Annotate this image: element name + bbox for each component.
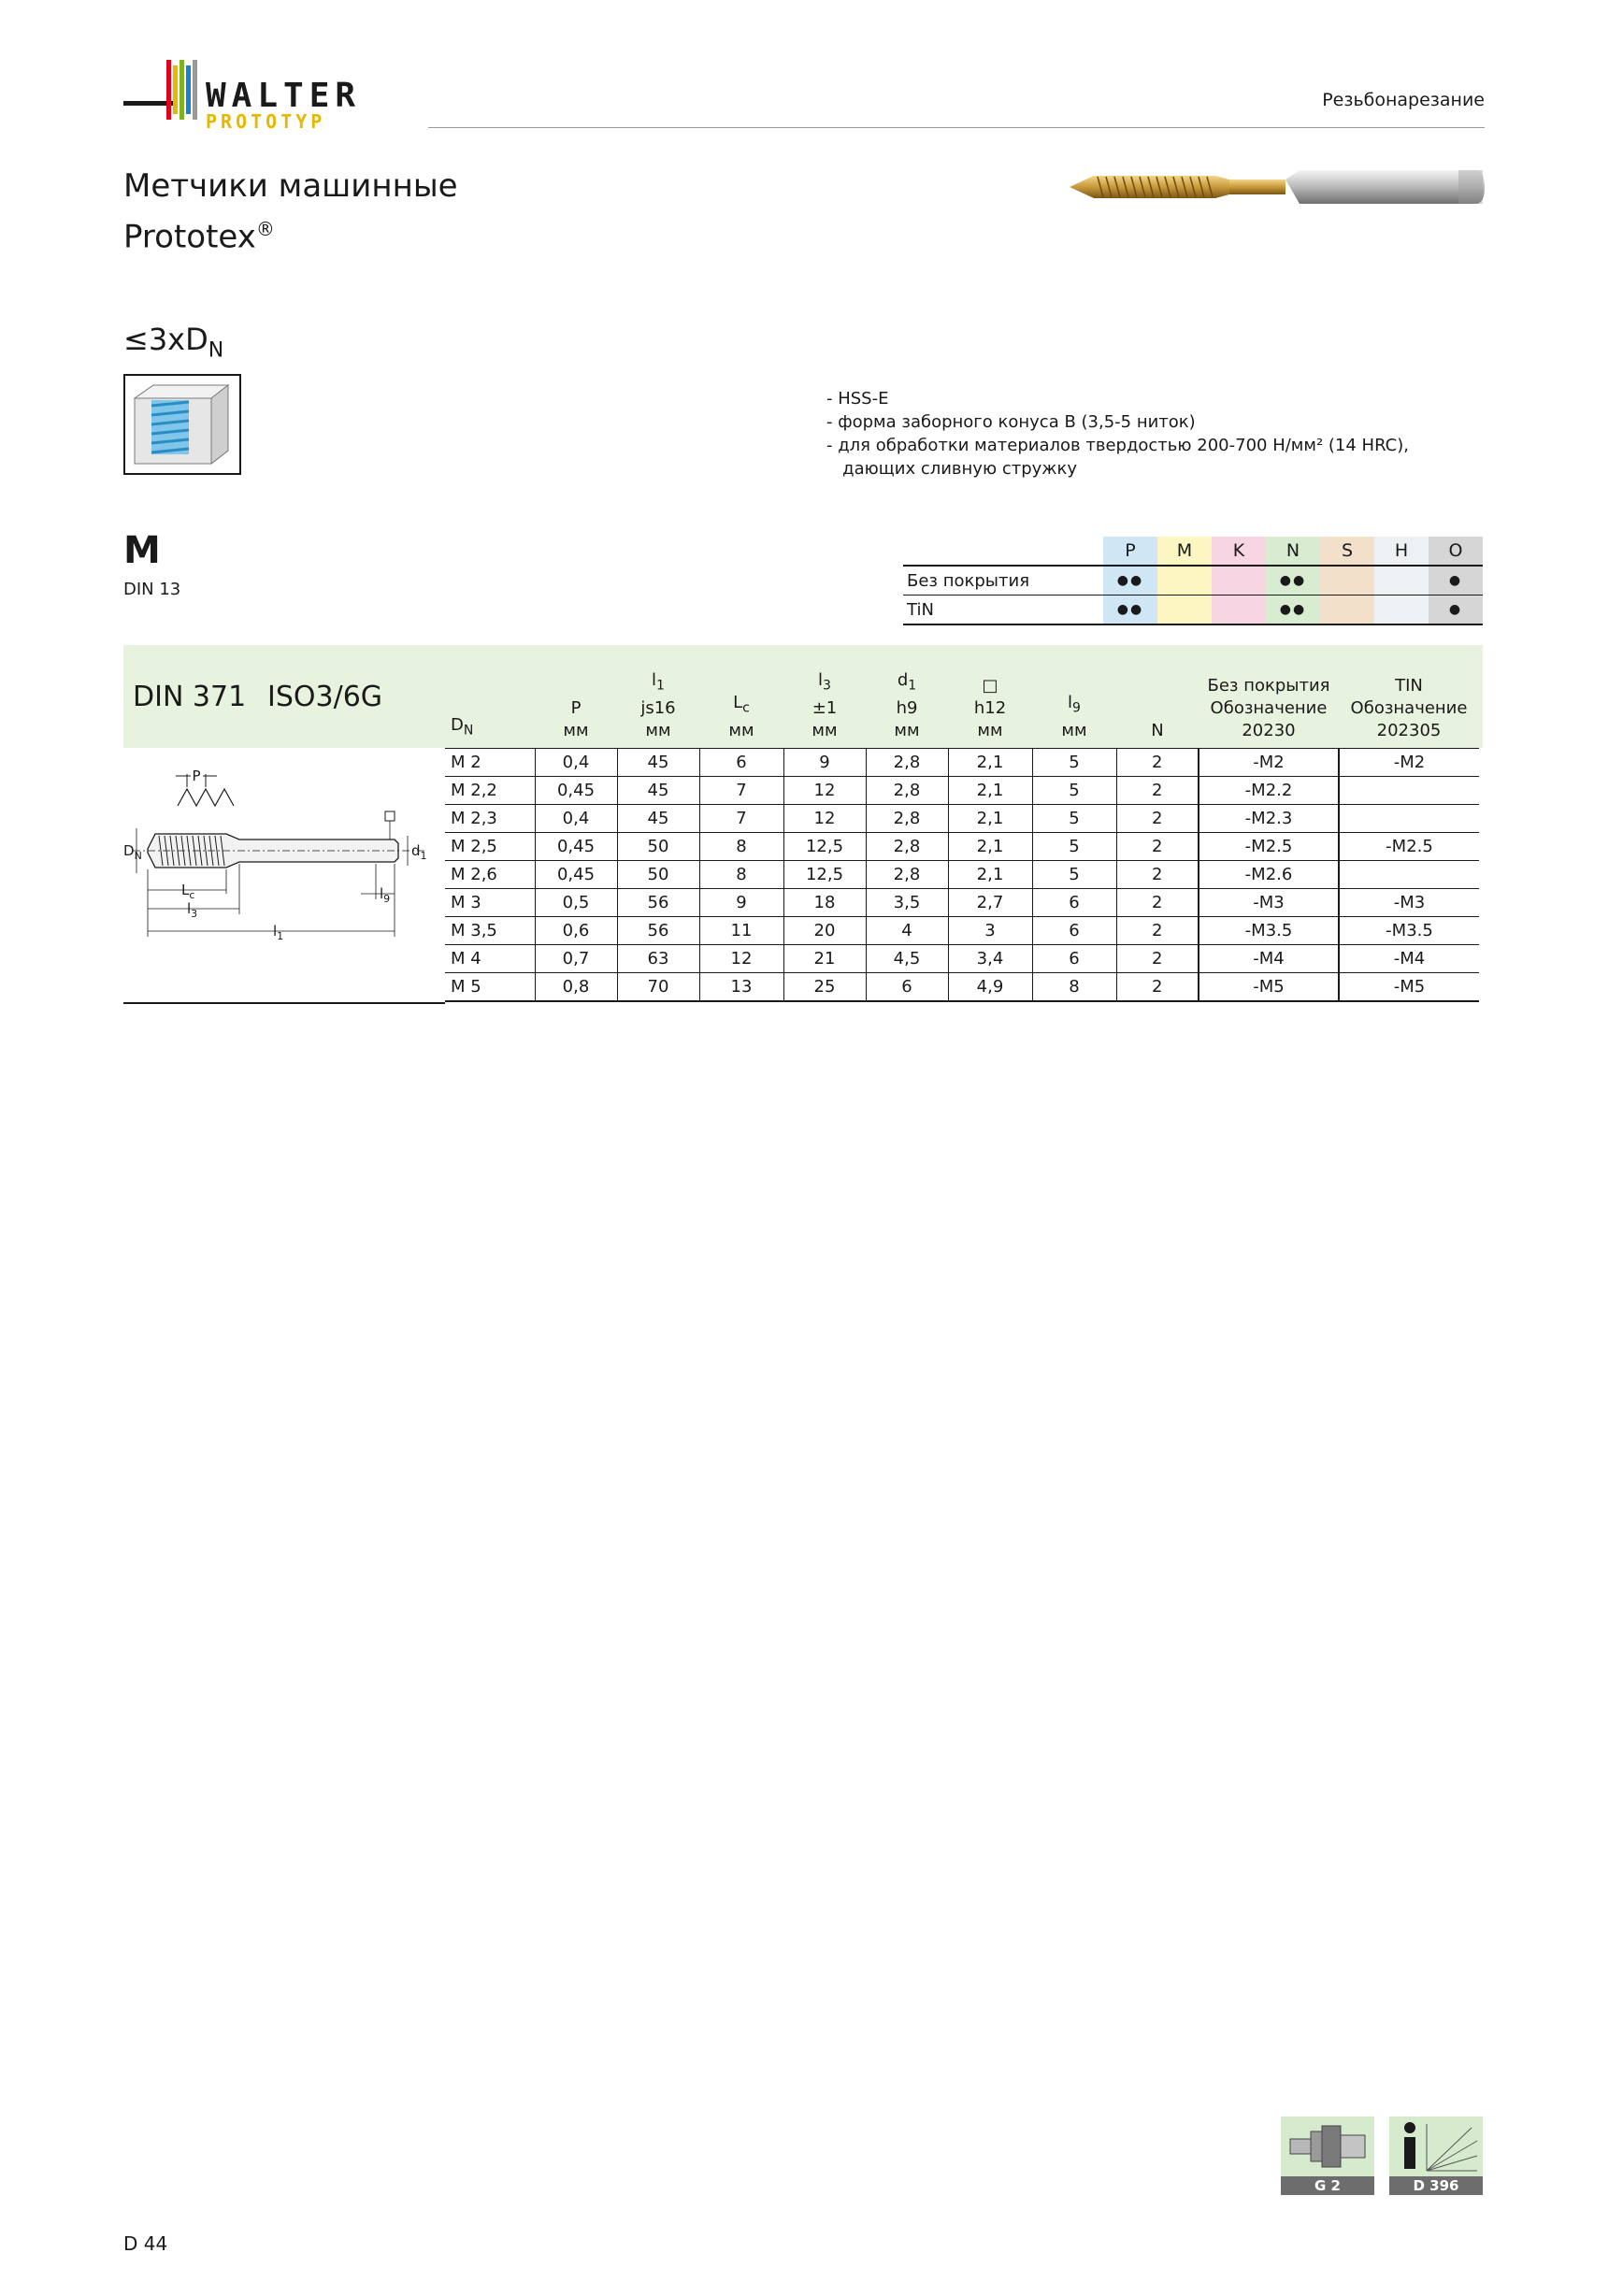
table-cell: 9	[783, 749, 866, 777]
table-cell: 3,5	[866, 889, 948, 917]
suitability-mark: ●	[1429, 596, 1483, 625]
table-cell: 20	[783, 917, 866, 945]
coating-label: Без покрытия	[903, 566, 1103, 596]
table-row	[445, 749, 1479, 777]
reference-g2[interactable]	[1281, 2117, 1374, 2193]
table-cell: -M2.2	[1199, 777, 1339, 805]
suitability-mark	[1212, 566, 1266, 596]
label-l1: $l_1$	[273, 923, 284, 940]
table-cell: -M4	[1339, 945, 1479, 973]
table-cell: -M2	[1339, 749, 1479, 777]
table-cell: -M2.5	[1199, 833, 1339, 861]
table-cell: 2,8	[866, 833, 948, 861]
table-cell: 2	[1116, 889, 1199, 917]
col-d1: $d_1$ h9 мм	[894, 670, 920, 740]
table-cell: 56	[617, 917, 699, 945]
info-chart-icon	[1389, 2117, 1483, 2176]
table-bottom-rule	[123, 1002, 445, 1004]
table-cell: 5	[1032, 805, 1116, 833]
table-cell: 7	[699, 805, 783, 833]
table-cell: 2,8	[866, 777, 948, 805]
logo-stripe	[193, 60, 197, 120]
title-line-1: Метчики машинные	[123, 167, 458, 205]
table-cell: 2	[1116, 833, 1199, 861]
table-cell: M 2,6	[445, 861, 535, 889]
table-cell: M 3	[445, 889, 535, 917]
table-cell: 13	[699, 973, 783, 1002]
table-cell: 0,4	[535, 805, 617, 833]
depth-indicator: $\le 3xD_N$	[123, 322, 224, 363]
table-cell	[1339, 861, 1479, 889]
table-cell: -M2.6	[1199, 861, 1339, 889]
logo-stripe	[186, 65, 191, 114]
table-standard: DIN 371	[133, 681, 247, 713]
material-group-n: N	[1266, 537, 1320, 566]
table-tolerance: ISO3/6G	[267, 681, 383, 713]
table-body	[445, 749, 1479, 1002]
table-cell: 2,1	[948, 749, 1032, 777]
table-cell: 0,7	[535, 945, 617, 973]
material-group-k: K	[1212, 537, 1266, 566]
table-cell: -M3	[1199, 889, 1339, 917]
page-title	[123, 165, 458, 258]
logo-stripe	[180, 60, 184, 120]
suitability-mark	[1320, 566, 1374, 596]
table-cell: 45	[617, 805, 699, 833]
table-cell: 8	[699, 833, 783, 861]
logo-stripes	[166, 60, 200, 120]
suitability-mark: ●	[1429, 566, 1483, 596]
table-cell: -M5	[1339, 973, 1479, 1002]
table-cell: -M2.3	[1199, 805, 1339, 833]
label-pitch: P	[192, 768, 201, 784]
col-square: □ h12 мм	[973, 676, 1007, 740]
table-cell: 5	[1032, 749, 1116, 777]
table-row	[445, 777, 1479, 805]
material-matrix	[903, 537, 1483, 625]
logo-stripe	[173, 65, 178, 114]
coating-row-uncoated	[903, 566, 1483, 596]
table-cell: 12,5	[783, 833, 866, 861]
suitability-mark	[1320, 596, 1374, 625]
table-header-row	[445, 645, 1479, 749]
label-l3: $l_3$	[187, 900, 198, 920]
table-cell: 6	[699, 749, 783, 777]
blind-hole-icon	[123, 374, 241, 475]
table-cell: 2,1	[948, 833, 1032, 861]
table-cell: 56	[617, 889, 699, 917]
thread-standard: DIN 13	[123, 580, 181, 599]
table-cell: 2,1	[948, 861, 1032, 889]
material-group-o: O	[1429, 537, 1483, 566]
table-cell: 5	[1032, 861, 1116, 889]
coating-label: TiN	[903, 596, 1103, 625]
reference-code: G 2	[1281, 2176, 1374, 2195]
title-line-2: Prototex®	[123, 218, 275, 256]
section-label: Резьбонарезание	[1322, 90, 1485, 110]
table-row	[445, 917, 1479, 945]
col-dn: $D_N$	[451, 715, 474, 739]
table-cell: 2	[1116, 973, 1199, 1002]
table-cell: 0,5	[535, 889, 617, 917]
tap-tool-image	[1066, 159, 1487, 215]
suitability-mark	[1212, 596, 1266, 625]
table-cell: -M5	[1199, 973, 1339, 1002]
matrix-corner	[903, 537, 1103, 566]
reference-d396[interactable]	[1389, 2117, 1483, 2193]
table-cell: M 2,5	[445, 833, 535, 861]
table-cell: M 2,3	[445, 805, 535, 833]
page-number: D 44	[123, 2232, 168, 2255]
feature-item: дающих сливную стружку	[826, 459, 1078, 479]
tap-dimension-table	[445, 645, 1479, 1002]
col-l3: $l_3$ ±1 мм	[812, 670, 838, 740]
material-group-p: P	[1103, 537, 1157, 566]
table-cell: 70	[617, 973, 699, 1002]
table-cell: 3	[948, 917, 1032, 945]
material-group-s: S	[1320, 537, 1374, 566]
feature-item: - для обработки материалов твердостью 200-700 Н/мм² (14 HRC),	[826, 436, 1409, 455]
table-cell: 12	[783, 805, 866, 833]
thread-type: M	[123, 529, 161, 572]
suitability-mark: ●●	[1103, 596, 1157, 625]
header-rule	[428, 127, 1485, 128]
table-cell: 21	[783, 945, 866, 973]
suitability-mark	[1374, 596, 1429, 625]
suitability-mark: ●●	[1103, 566, 1157, 596]
col-l9: $l_9$ мм	[1061, 693, 1087, 740]
table-cell: 12	[783, 777, 866, 805]
table-cell: 18	[783, 889, 866, 917]
table-cell	[1339, 777, 1479, 805]
col-lc: $L_c$ мм	[728, 693, 754, 740]
suitability-mark	[1157, 596, 1212, 625]
table-cell: 5	[1032, 833, 1116, 861]
table-cell: -M3.5	[1339, 917, 1479, 945]
table-cell: 45	[617, 777, 699, 805]
table-cell: -M3.5	[1199, 917, 1339, 945]
suitability-mark	[1374, 566, 1429, 596]
table-cell: 63	[617, 945, 699, 973]
table-cell: 6	[1032, 945, 1116, 973]
logo-stripe	[166, 60, 171, 120]
table-cell: 12	[699, 945, 783, 973]
reference-code: D 396	[1389, 2176, 1483, 2195]
label-lc: $L_c$	[181, 882, 195, 901]
table-cell: 2,1	[948, 805, 1032, 833]
label-l9: $l_9$	[380, 885, 391, 905]
table-cell: 2	[1116, 945, 1199, 973]
table-cell: 2	[1116, 805, 1199, 833]
table-cell: M 3,5	[445, 917, 535, 945]
table-row	[445, 945, 1479, 973]
table-cell: 5	[1032, 777, 1116, 805]
table-cell: 4,5	[866, 945, 948, 973]
suitability-mark	[1157, 566, 1212, 596]
table-cell: 11	[699, 917, 783, 945]
table-row	[445, 889, 1479, 917]
table-cell: 45	[617, 749, 699, 777]
feature-item: - форма заборного конуса B (3,5-5 ниток)	[826, 412, 1196, 432]
table-cell: 0,6	[535, 917, 617, 945]
table-cell: 0,45	[535, 861, 617, 889]
table-cell: 50	[617, 861, 699, 889]
logo-wordmark: WALTER	[206, 77, 362, 115]
table-cell: 6	[1032, 889, 1116, 917]
table-cell: 0,4	[535, 749, 617, 777]
suitability-mark: ●●	[1266, 596, 1320, 625]
table-cell: 4	[866, 917, 948, 945]
table-cell: 50	[617, 833, 699, 861]
table-cell: 2,8	[866, 861, 948, 889]
toolholder-icon	[1281, 2117, 1374, 2176]
table-cell: 25	[783, 973, 866, 1002]
col-tin: TIN Обозначение 202305	[1350, 676, 1468, 740]
table-cell: 2,8	[866, 805, 948, 833]
table-cell: -M2.5	[1339, 833, 1479, 861]
tap-dimension-drawing	[123, 753, 432, 940]
table-cell: M 5	[445, 973, 535, 1002]
table-cell: 9	[699, 889, 783, 917]
material-group-m: M	[1157, 537, 1212, 566]
feature-item: - HSS-E	[826, 389, 889, 409]
table-cell: 6	[1032, 917, 1116, 945]
feature-list	[826, 387, 1409, 481]
col-n: N	[1151, 721, 1164, 740]
material-header-row	[903, 537, 1483, 566]
suitability-mark: ●●	[1266, 566, 1320, 596]
table-cell: 12,5	[783, 861, 866, 889]
col-l1: $l_1$ js16 мм	[640, 670, 676, 740]
table-cell: 7	[699, 777, 783, 805]
table-cell: -M3	[1339, 889, 1479, 917]
table-cell: 2	[1116, 777, 1199, 805]
table-cell: 2,1	[948, 777, 1032, 805]
table-row	[445, 805, 1479, 833]
table-cell: -M4	[1199, 945, 1339, 973]
table-cell: 0,45	[535, 777, 617, 805]
table-cell: 4,9	[948, 973, 1032, 1002]
table-row	[445, 973, 1479, 1002]
table-cell: 8	[699, 861, 783, 889]
label-dn: $D_N$	[123, 842, 142, 862]
table-cell: 2,7	[948, 889, 1032, 917]
table-cell	[1339, 805, 1479, 833]
table-cell: M 2	[445, 749, 535, 777]
table-cell: 0,8	[535, 973, 617, 1002]
material-group-h: H	[1374, 537, 1429, 566]
table-cell: 0,45	[535, 833, 617, 861]
table-row	[445, 861, 1479, 889]
table-cell: 3,4	[948, 945, 1032, 973]
label-d1: $d_1$	[411, 842, 427, 862]
coating-row-tin	[903, 596, 1483, 625]
table-cell: 8	[1032, 973, 1116, 1002]
table-cell: M 4	[445, 945, 535, 973]
table-cell: 2	[1116, 861, 1199, 889]
table-cell: 2	[1116, 749, 1199, 777]
table-cell: -M2	[1199, 749, 1339, 777]
col-uncoated: Без покрытия Обозначение 20230	[1207, 676, 1330, 740]
table-cell: M 2,2	[445, 777, 535, 805]
table-cell: 2,8	[866, 749, 948, 777]
logo-subtitle: PROTOTYP	[206, 110, 326, 133]
table-cell: 2	[1116, 917, 1199, 945]
col-p: P мм	[563, 698, 589, 740]
table-row	[445, 833, 1479, 861]
table-cell: 6	[866, 973, 948, 1002]
